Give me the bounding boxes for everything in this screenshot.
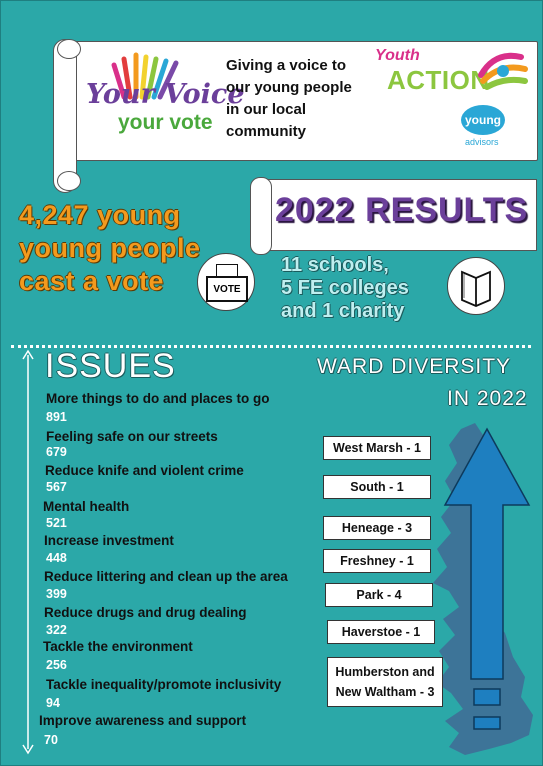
tagline-line: Giving a voice to bbox=[226, 57, 347, 74]
schools-line: and 1 charity bbox=[281, 300, 405, 322]
voters-line: cast a vote bbox=[19, 266, 165, 296]
your-voice-your-vote-logo bbox=[84, 49, 245, 149]
issue-label: Mental health bbox=[43, 499, 130, 514]
ward-humberston-line2: New Waltham - 3 bbox=[335, 685, 435, 699]
issue-count: 322 bbox=[46, 623, 67, 637]
issue-count: 70 bbox=[44, 733, 58, 747]
issue-label: More things to do and places to go bbox=[46, 391, 270, 406]
issue-count: 94 bbox=[46, 696, 60, 710]
logo-youth-text: Youth bbox=[375, 47, 420, 64]
issue-label: Tackle the environment bbox=[43, 639, 193, 654]
ward-park: Park - 4 bbox=[325, 583, 433, 607]
book-icon bbox=[447, 257, 505, 315]
ward-south: South - 1 bbox=[323, 475, 431, 499]
young-advisors-logo bbox=[457, 105, 517, 151]
issues-title: ISSUES bbox=[45, 347, 176, 385]
ward-west-marsh: West Marsh - 1 bbox=[323, 436, 431, 460]
issue-count: 891 bbox=[46, 410, 67, 424]
logo-your-vote-text: your vote bbox=[118, 111, 213, 134]
swirl-icon bbox=[475, 49, 531, 93]
issue-count: 679 bbox=[46, 445, 67, 459]
header-tagline bbox=[226, 55, 376, 143]
voters-line: 4,247 young bbox=[19, 200, 181, 230]
tagline-line: community bbox=[226, 123, 307, 140]
young-bubble: young bbox=[461, 105, 505, 135]
issue-label: Improve awareness and support bbox=[39, 713, 247, 728]
issue-label: Tackle inequality/promote inclusivity bbox=[46, 677, 282, 692]
ward-haverstoe: Haverstoe - 1 bbox=[327, 620, 435, 644]
vertical-double-arrow-icon bbox=[21, 349, 35, 755]
issue-count: 399 bbox=[46, 587, 67, 601]
youth-action-logo bbox=[373, 47, 533, 103]
schools-line: 5 FE colleges bbox=[281, 277, 409, 299]
issue-label: Increase investment bbox=[44, 533, 174, 548]
ward-humberston-line1: Humberston and bbox=[335, 665, 435, 679]
schools-stat bbox=[281, 254, 441, 323]
issue-label: Reduce littering and clean up the area bbox=[44, 569, 288, 584]
issue-count: 567 bbox=[46, 480, 67, 494]
ballot-box-icon bbox=[197, 253, 255, 311]
ward-freshney: Freshney - 1 bbox=[323, 549, 431, 573]
issue-label: Reduce knife and violent crime bbox=[45, 463, 244, 478]
issue-count: 448 bbox=[46, 551, 67, 565]
advisors-text: advisors bbox=[465, 137, 499, 147]
up-arrow-icon bbox=[443, 425, 533, 737]
issue-count: 521 bbox=[46, 516, 67, 530]
logo-action-text: ACTION bbox=[387, 65, 490, 95]
results-title: 2022 RESULTS bbox=[275, 191, 529, 229]
voters-line: young people bbox=[19, 233, 201, 263]
issue-label: Reduce drugs and drug dealing bbox=[44, 605, 247, 620]
issue-count: 256 bbox=[46, 658, 67, 672]
ward-heneage: Heneage - 3 bbox=[323, 516, 431, 540]
ward-humberston bbox=[327, 657, 443, 707]
tagline-line: in our local bbox=[226, 101, 307, 118]
tagline-line: our young people bbox=[226, 79, 352, 96]
ward-title-line: WARD DIVERSITY bbox=[317, 355, 512, 378]
ward-title-line: IN 2022 bbox=[447, 387, 528, 410]
logo-your-voice-text: Your Voice bbox=[86, 79, 245, 110]
ballot-vote-label: VOTE bbox=[206, 276, 248, 302]
issue-label: Feeling safe on our streets bbox=[46, 429, 218, 444]
schools-line: 11 schools, bbox=[281, 254, 389, 276]
